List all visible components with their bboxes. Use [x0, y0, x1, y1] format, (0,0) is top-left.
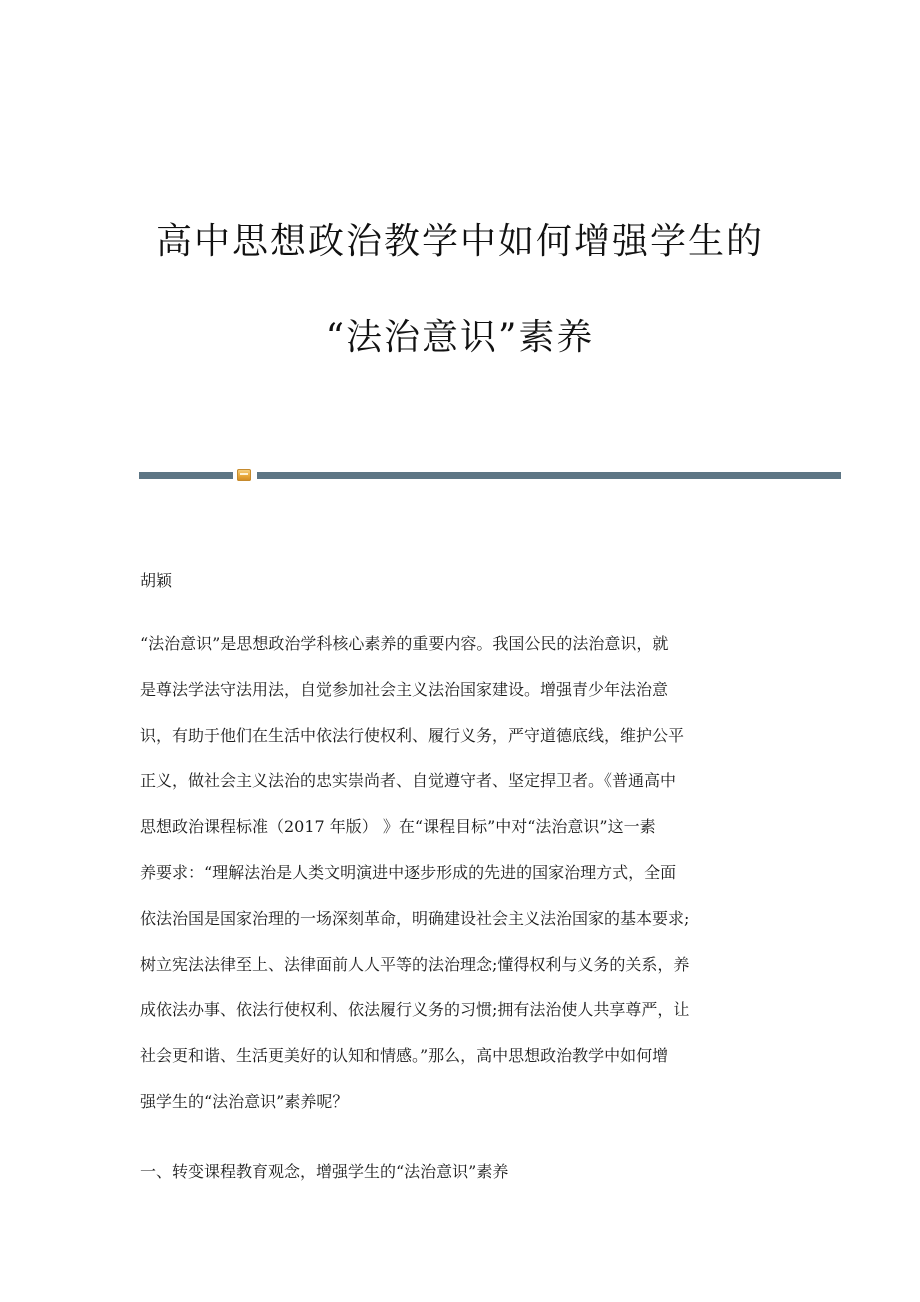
paragraph-line: 思想政治课程标准（2017 年版） 》在“课程目标”中对“法治意识”这一素 — [140, 817, 656, 837]
paragraph-line: 强学生的“法治意识”素养呢？ — [140, 1091, 349, 1111]
author-name: 胡颖 — [140, 571, 173, 590]
paragraph-line: 养要求：“理解法治是人类文明演进中逐步形成的先进的国家治理方式，全面 — [140, 862, 677, 882]
paragraph-line: 依法治国是国家治理的一场深刻革命，明确建设社会主义法治国家的基本要求; — [140, 908, 690, 928]
section-heading-1: 一、转变课程教育观念，增强学生的“法治意识”素养 — [140, 1162, 509, 1181]
divider-ornament-icon — [237, 469, 251, 481]
document-title-line-2: “法治意识”素养 — [325, 317, 595, 358]
paragraph-line: 识，有助于他们在生活中依法行使权利、履行义务，严守道德底线，维护公平 — [140, 725, 685, 745]
paragraph-line: “法治意识”是思想政治学科核心素养的重要内容。我国公民的法治意识，就 — [140, 634, 669, 653]
body-paragraph — [140, 621, 780, 1125]
divider-bar-right — [257, 472, 841, 479]
paragraph-line: 树立宪法法律至上、法律面前人人平等的法治理念;懂得权利与义务的关系，养 — [140, 954, 690, 974]
divider-bar-left — [139, 472, 233, 479]
paragraph-line: 社会更和谐、生活更美好的认知和情感。”那么，高中思想政治教学中如何增 — [140, 1046, 669, 1066]
paragraph-line: 是尊法学法守法用法，自觉参加社会主义法治国家建设。增强青少年法治意 — [140, 679, 669, 699]
document-title-line-1: 高中思想政治教学中如何增强学生的 — [155, 221, 764, 262]
paragraph-line: 成依法办事、依法行使权利、依法履行义务的习惯;拥有法治使人共享尊严，让 — [140, 1000, 690, 1020]
paragraph-line: 正义，做社会主义法治的忠实崇尚者、自觉遵守者、坚定捍卫者。《普通高中 — [140, 771, 677, 791]
